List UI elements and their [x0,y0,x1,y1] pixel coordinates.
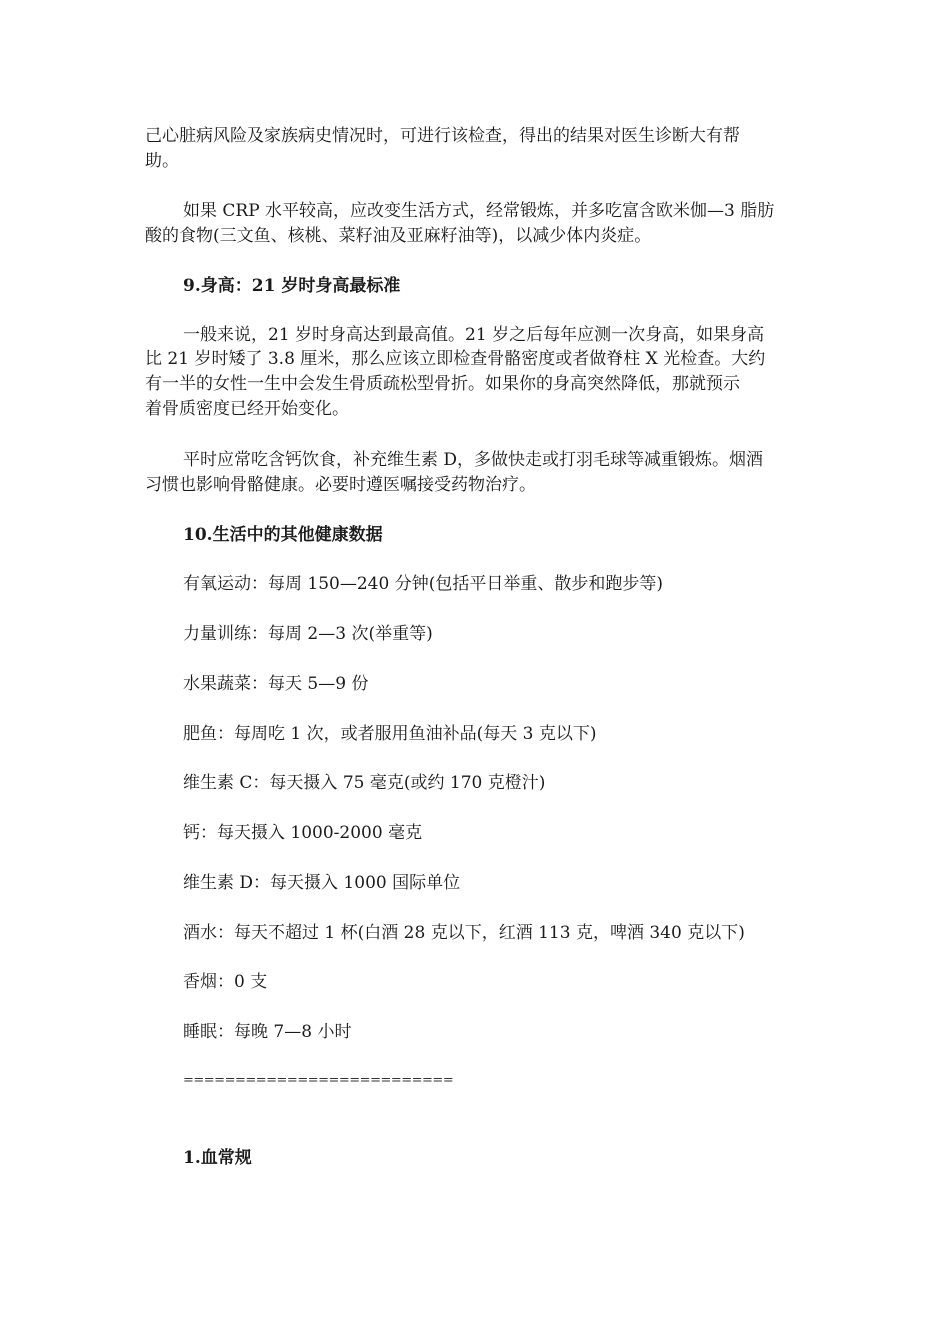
list-item-vitamin-c: 维生素 C：每天摄入 75 毫克(或约 170 克橙汁) [183,773,546,793]
list-item-calcium: 钙：每天摄入 1000-2000 毫克 [183,823,423,843]
section-10-heading: 10.生活中的其他健康数据 [183,525,383,545]
list-item-fruit-veg: 水果蔬菜：每天 5—9 份 [183,674,369,694]
intro-paragraph-line-2: 助。 [145,151,179,171]
separator-line: ========================== [183,1073,454,1088]
intro-paragraph-line-1: 己心脏病风险及家族病史情况时，可进行该检查，得出的结果对医生诊断大有帮 [145,126,740,146]
height-paragraph-line-2: 比 21 岁时矮了 3.8 厘米，那么应该立即检查骨骼密度或者做脊柱 X 光检查。大约 [145,349,766,369]
list-item-alcohol: 酒水：每天不超过 1 杯(白酒 28 克以下，红酒 113 克，啤酒 340 克以下) [183,923,745,943]
list-item-fish: 肥鱼：每周吃 1 次，或者服用鱼油补品(每天 3 克以下) [183,724,597,744]
list-item-sleep: 睡眠：每晚 7—8 小时 [183,1022,352,1042]
crp-paragraph-line-2: 酸的食物(三文鱼、核桃、菜籽油及亚麻籽油等)，以减少体内炎症。 [145,226,652,246]
height-paragraph-line-1: 一般来说，21 岁时身高达到最高值。21 岁之后每年应测一次身高，如果身高 [183,325,765,345]
list-item-cigarettes: 香烟：0 支 [183,972,268,992]
height-paragraph-line-3: 有一半的女性一生中会发生骨质疏松型骨折。如果你的身高突然降低，那就预示 [145,374,740,394]
calcium-paragraph-line-2: 习惯也影响骨骼健康。必要时遵医嘱接受药物治疗。 [145,475,536,495]
section-9-heading: 9.身高：21 岁时身高最标准 [183,276,401,296]
list-item-vitamin-d: 维生素 D：每天摄入 1000 国际单位 [183,873,461,893]
calcium-paragraph-line-1: 平时应常吃含钙饮食，补充维生素 D，多做快走或打羽毛球等减重锻炼。烟酒 [183,450,764,470]
list-item-strength: 力量训练：每周 2—3 次(举重等) [183,624,433,644]
crp-paragraph-line-1: 如果 CRP 水平较高，应改变生活方式，经常锻炼，并多吃富含欧米伽—3 脂肪 [183,201,775,221]
next-section-heading: 1.血常规 [183,1148,252,1168]
height-paragraph-line-4: 着骨质密度已经开始变化。 [145,399,349,419]
list-item-aerobic: 有氧运动：每周 150—240 分钟(包括平日举重、散步和跑步等) [183,574,663,594]
